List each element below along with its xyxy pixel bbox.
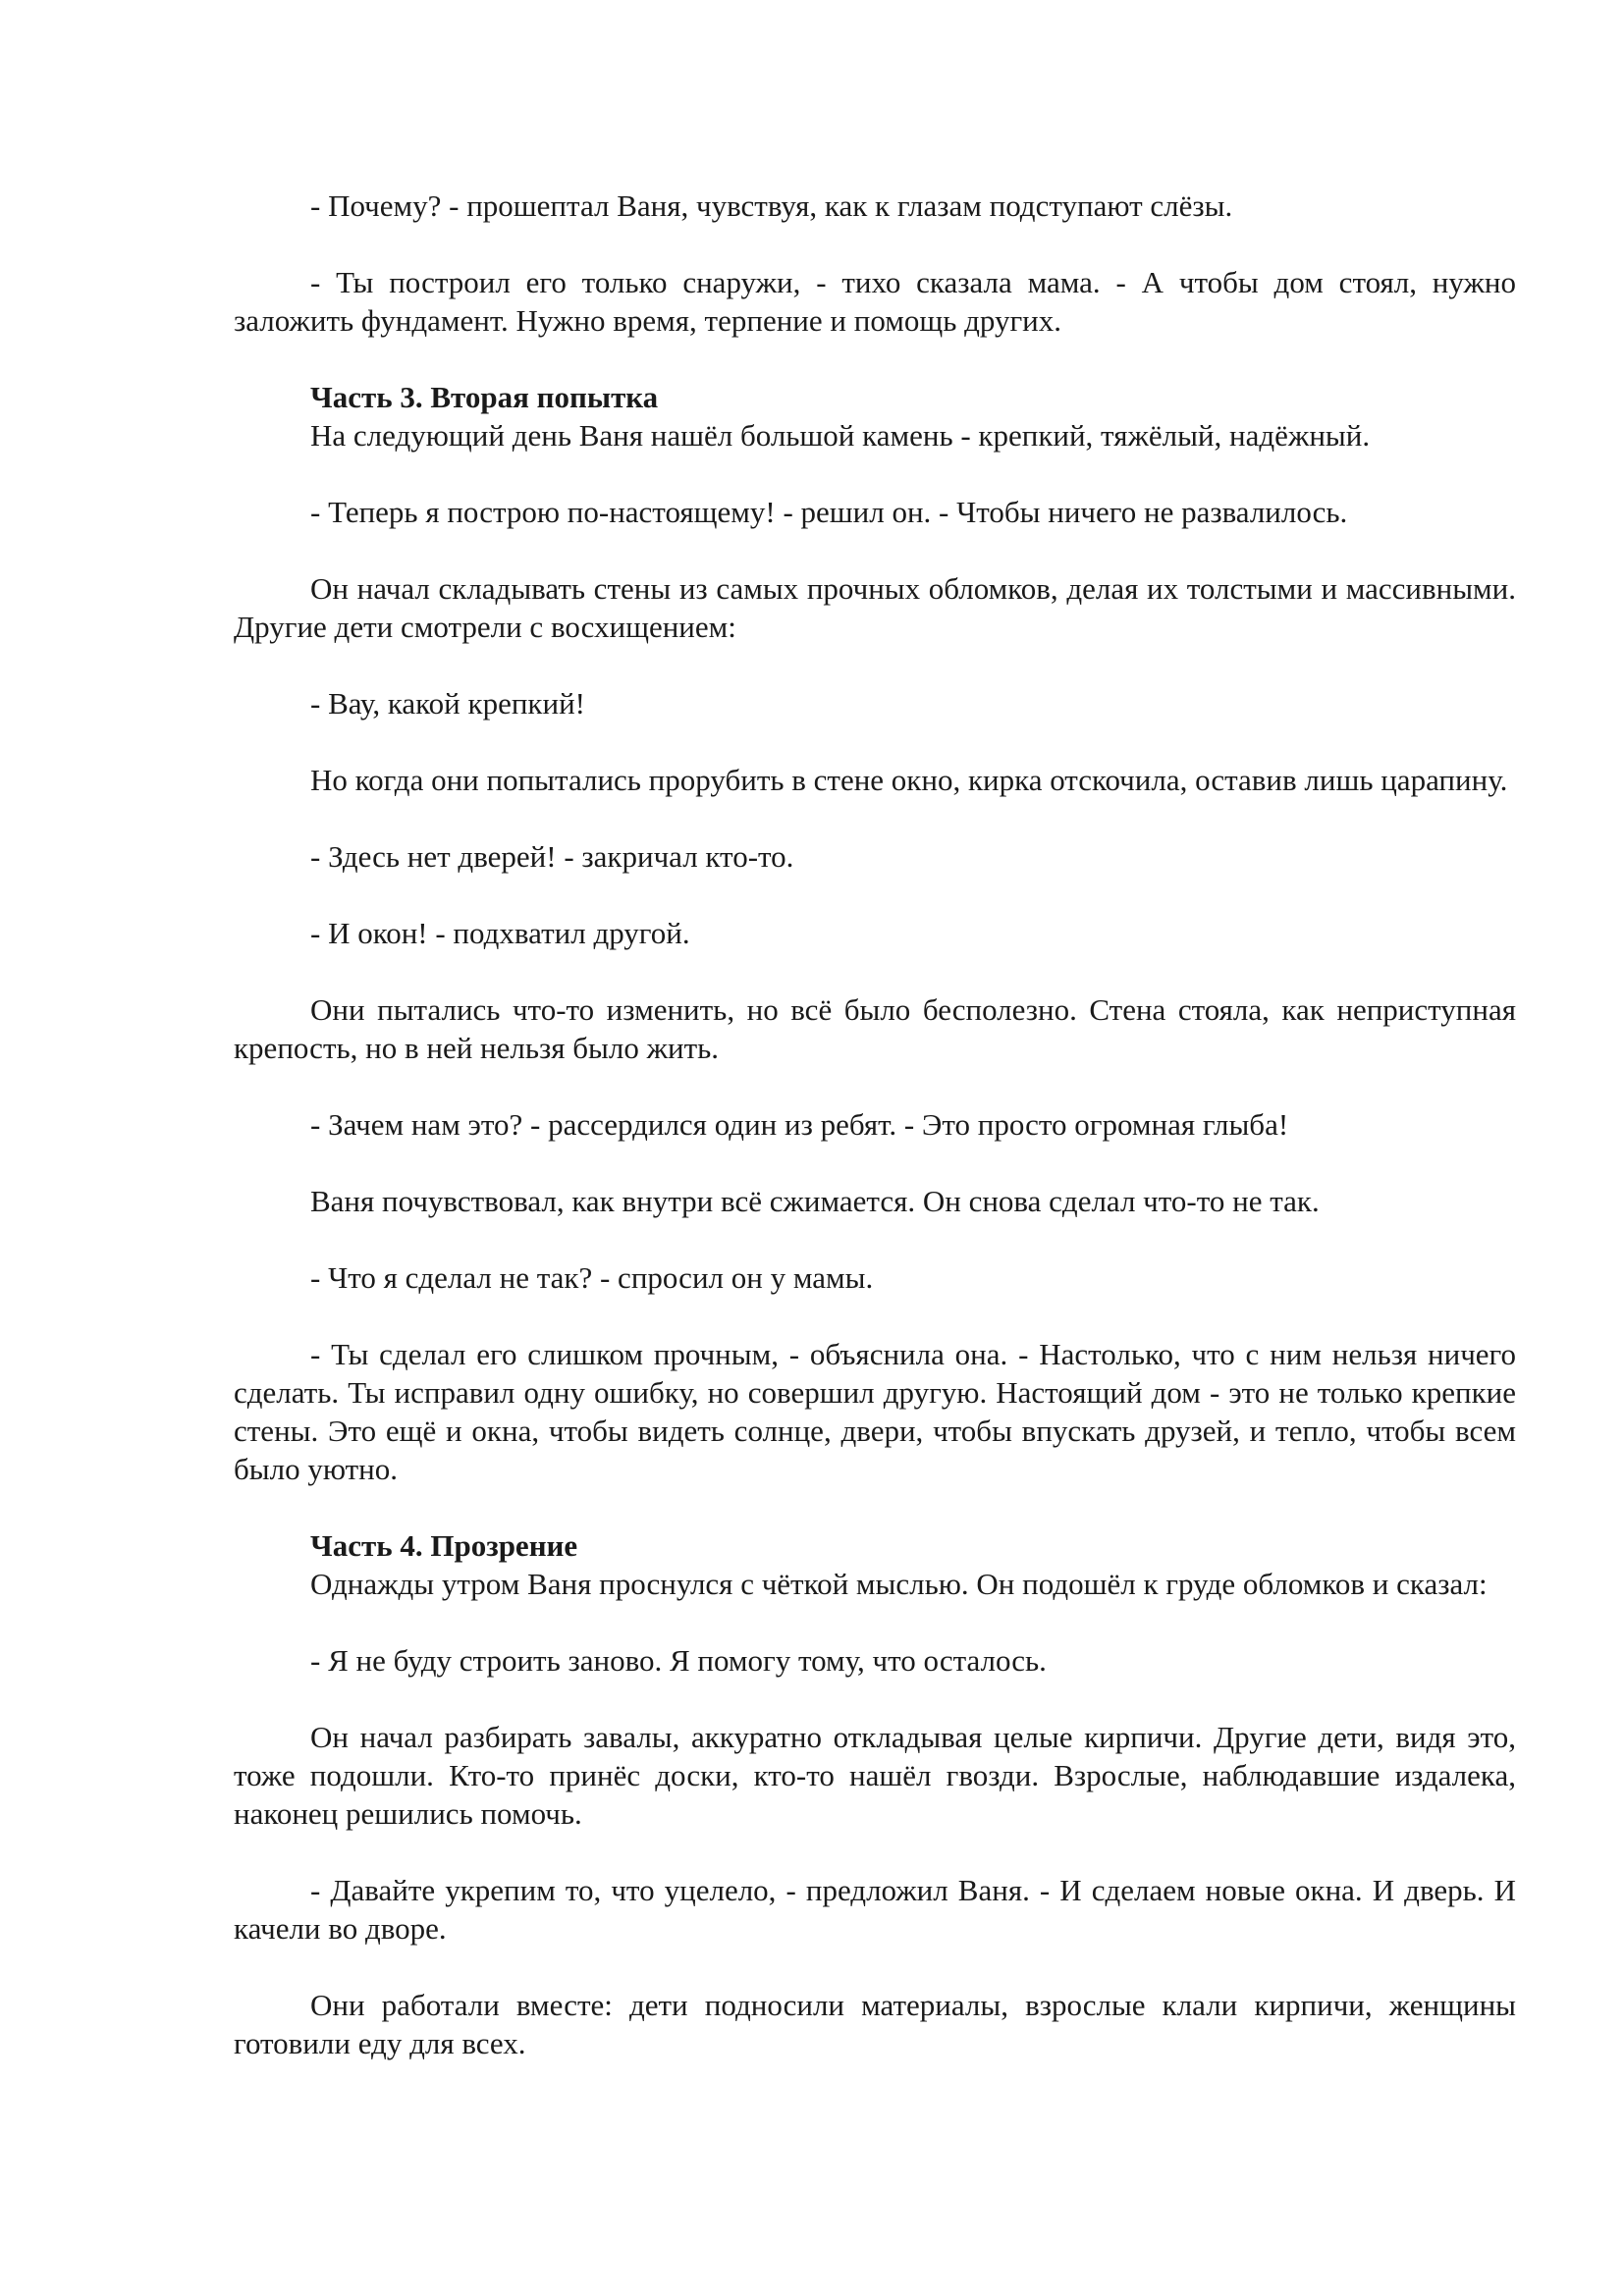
paragraph: Они работали вместе: дети подносили материалы, взрослые клали кирпичи, женщины готовили еду для всех. bbox=[234, 1988, 1516, 2060]
paragraph: На следующий день Ваня нашёл большой камень - крепкий, тяжёлый, надёжный. bbox=[310, 418, 1371, 453]
paragraph: - Что я сделал не так? - спросил он у мамы. bbox=[310, 1260, 874, 1295]
paragraph: - Почему? - прошептал Ваня, чувствуя, как к глазам подступают слёзы. bbox=[310, 188, 1233, 223]
paragraph: Они пытались что-то изменить, но всё было бесполезно. Стена стояла, как неприступная крепость, но в ней нельзя было жить. bbox=[234, 992, 1516, 1065]
paragraph: - Я не буду строить заново. Я помогу тому, что осталось. bbox=[310, 1643, 1047, 1678]
section-heading: Часть 3. Вторая попытка bbox=[310, 380, 659, 414]
paragraph: - Давайте укрепим то, что уцелело, - предложил Ваня. - И сделаем новые окна. И дверь. И качели во дворе. bbox=[234, 1873, 1516, 1946]
paragraph: Он начал складывать стены из самых прочных обломков, делая их толстыми и массивными. Другие дети смотрели с восхищением: bbox=[234, 571, 1516, 644]
paragraph: - Ты сделал его слишком прочным, - объяснила она. - Настолько, что с ним нельзя ничего сделать. Ты исправил одну ошибку, но совершил другую. Настоящий дом - это не только крепкие стены. Это ещё и окна, чтобы видеть солнце, двери, чтобы впускать друзей, и тепло, чтобы всем было уютно. bbox=[234, 1337, 1516, 1486]
paragraph: Но когда они попытались прорубить в стене окно, кирка отскочила, оставив лишь царапину. bbox=[310, 763, 1508, 797]
section-part-3 bbox=[234, 378, 1516, 454]
paragraph: - И окон! - подхватил другой. bbox=[310, 916, 690, 950]
paragraph: - Ты построил его только снаружи, - тихо сказала мама. - А чтобы дом стоял, нужно заложить фундамент. Нужно время, терпение и помощь других. bbox=[234, 265, 1516, 338]
document-page bbox=[234, 187, 1516, 2062]
paragraph: Однажды утром Ваня проснулся с чёткой мыслью. Он подошёл к груде обломков и сказал: bbox=[310, 1567, 1488, 1601]
paragraph: Ваня почувствовал, как внутри всё сжимается. Он снова сделал что-то не так. bbox=[310, 1184, 1320, 1218]
paragraph: - Зачем нам это? - рассердился один из ребят. - Это просто огромная глыба! bbox=[310, 1107, 1289, 1142]
section-part-4 bbox=[234, 1526, 1516, 1603]
paragraph: - Вау, какой крепкий! bbox=[310, 686, 585, 721]
paragraph: Он начал разбирать завалы, аккуратно откладывая целые кирпичи. Другие дети, видя это, тоже подошли. Кто-то принёс доски, кто-то нашёл гвозди. Взрослые, наблюдавшие издалека, наконец решились помочь. bbox=[234, 1720, 1516, 1831]
section-heading: Часть 4. Прозрение bbox=[310, 1528, 578, 1563]
paragraph: - Теперь я построю по-настоящему! - решил он. - Чтобы ничего не развалилось. bbox=[310, 495, 1348, 529]
paragraph: - Здесь нет дверей! - закричал кто-то. bbox=[310, 839, 794, 874]
